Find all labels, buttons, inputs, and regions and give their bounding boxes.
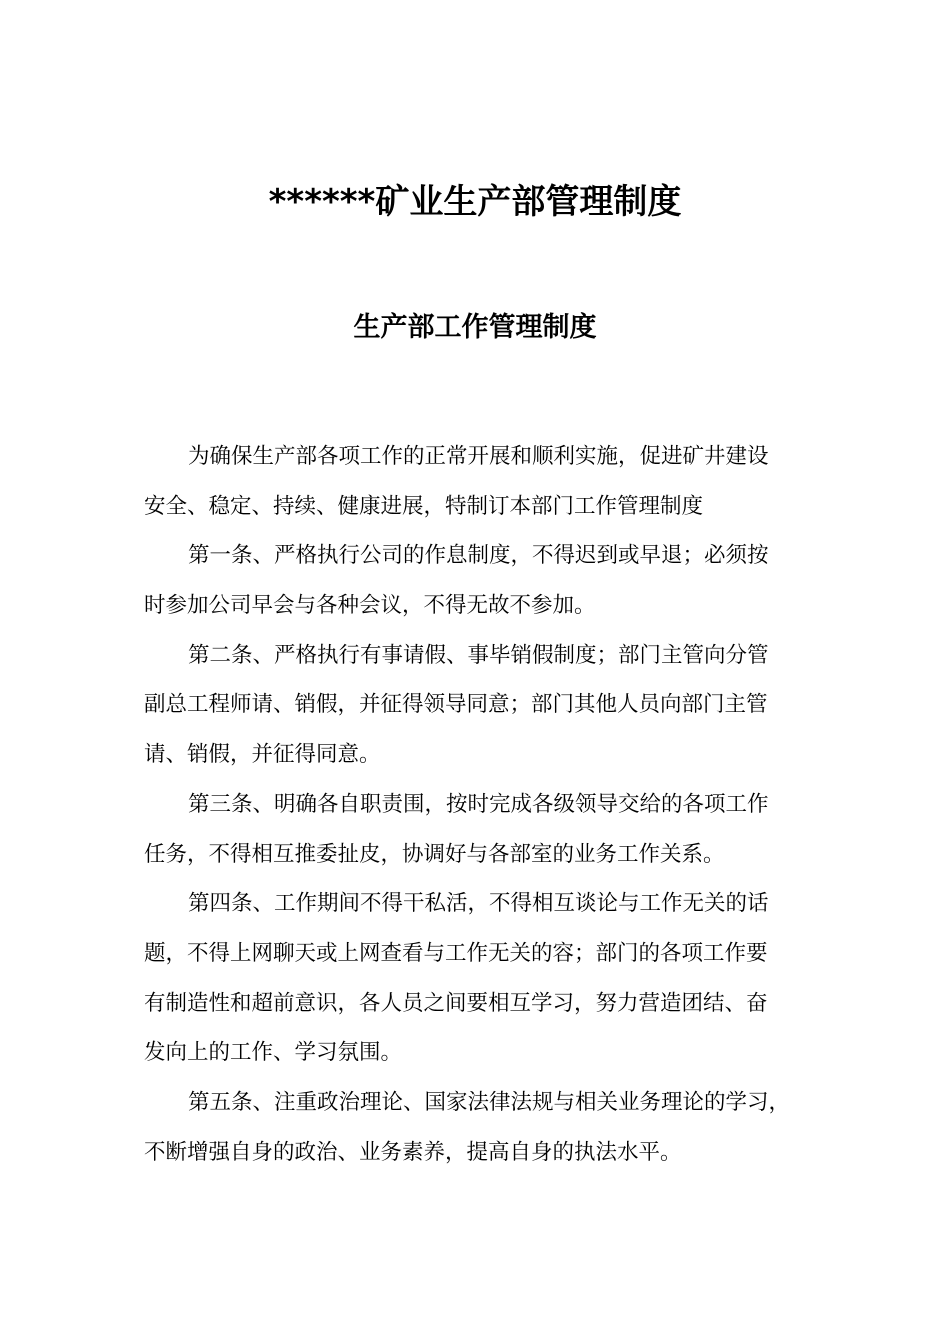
paragraph-line: 有制造性和超前意识，各人员之间要相互学习，努力营造团结、奋 (144, 990, 768, 1016)
paragraph-line: 安全、稳定、持续、健康进展，特制订本部门工作管理制度 (144, 493, 704, 519)
document-title: ******矿业生产部管理制度 (268, 182, 682, 222)
paragraph-line: 发向上的工作、学习氛围。 (144, 1040, 403, 1066)
document-body (144, 432, 804, 1177)
paragraph-line: 时参加公司早会与各种会议，不得无故不参加。 (144, 593, 596, 619)
paragraph-line: 第四条、工作期间不得干私活，不得相互谈论与工作无关的话 (188, 891, 769, 917)
section-title: 生产部工作管理制度 (353, 312, 597, 343)
paragraph-line: 第三条、明确各自职责围，按时完成各级领导交给的各项工作 (188, 791, 769, 817)
paragraph-line: 副总工程师请、销假，并征得领导同意；部门其他人员向部门主管 (144, 692, 768, 718)
paragraph-line: 任务，不得相互推委扯皮，协调好与各部室的业务工作关系。 (144, 841, 725, 867)
paragraph-line: 不断增强自身的政治、业务素养，提高自身的执法水平。 (144, 1139, 682, 1165)
paragraph-line: 题，不得上网聊天或上网查看与工作无关的容；部门的各项工作要 (144, 940, 768, 966)
paragraph-line: 第二条、严格执行有事请假、事毕销假制度；部门主管向分管 (188, 642, 769, 668)
paragraph-line: 请、销假，并征得同意。 (144, 742, 381, 768)
paragraph-line: 为确保生产部各项工作的正常开展和顺利实施，促进矿井建设 (188, 444, 769, 469)
paragraph-line: 第一条、严格执行公司的作息制度，不得迟到或早退；必须按 (188, 543, 769, 569)
paragraph-line: 第五条、注重政治理论、国家法律法规与相关业务理论的学习， (188, 1089, 791, 1115)
